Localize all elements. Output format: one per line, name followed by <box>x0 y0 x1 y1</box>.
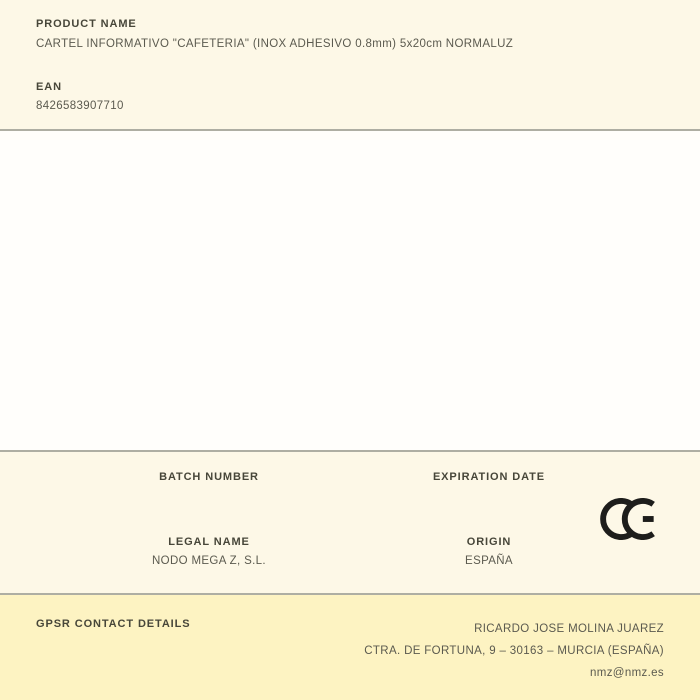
origin-label: ORIGIN <box>466 536 512 548</box>
product-name-value: CARTEL INFORMATIVO "CAFETERIA" (INOX ADHESIVO 0.8mm) 5x20cm NORMALUZ <box>36 38 514 50</box>
ce-mark-icon <box>600 498 664 540</box>
ean-label: EAN <box>36 81 62 93</box>
gpsr-contact-block <box>364 618 664 684</box>
contact-name: RICARDO JOSE MOLINA JUAREZ <box>474 623 664 635</box>
product-info-section <box>0 0 700 131</box>
batch-number-label: BATCH NUMBER <box>159 471 259 483</box>
legal-name-label: LEGAL NAME <box>168 536 250 548</box>
product-name-label: PRODUCT NAME <box>36 18 137 30</box>
origin-value: ESPAÑA <box>465 555 513 567</box>
legal-name-value: NODO MEGA Z, S.L. <box>152 555 266 567</box>
contact-email: nmz@nmz.es <box>590 667 664 679</box>
contact-address: CTRA. DE FORTUNA, 9 – 30163 – MURCIA (ESPAÑA) <box>364 645 664 657</box>
blank-area <box>0 131 700 450</box>
batch-origin-section <box>0 450 700 593</box>
gpsr-contact-label: GPSR CONTACT DETAILS <box>36 618 191 630</box>
ean-value: 8426583907710 <box>36 100 124 112</box>
gpsr-contact-section <box>0 593 700 700</box>
expiration-date-label: EXPIRATION DATE <box>432 471 546 483</box>
